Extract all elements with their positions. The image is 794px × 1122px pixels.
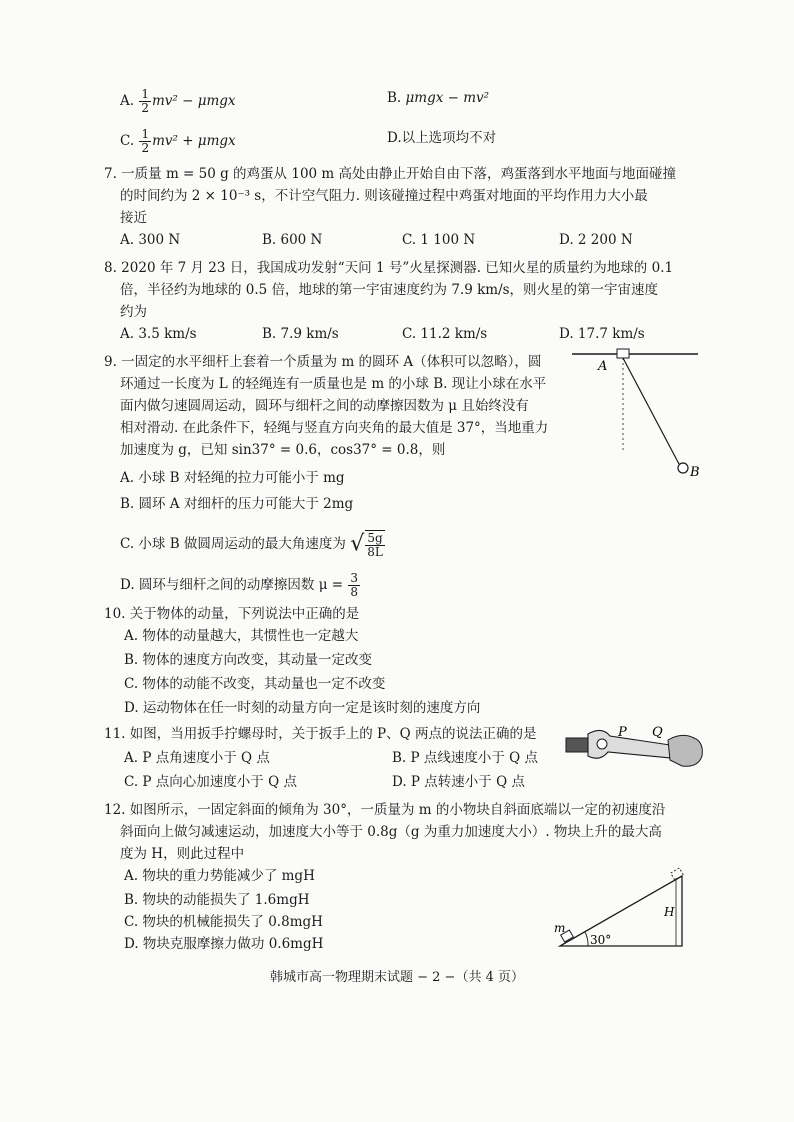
q9-option-a: A. 小球 B 对轻绳的拉力可能小于 mg <box>120 470 345 486</box>
q8-line-1: 8. 2020 年 7 月 23 日，我国成功发射“天问 1 号”火星探测器. 已知火星的质量约为地球的 0.1 <box>104 260 674 276</box>
q9-option-d <box>120 572 361 599</box>
q8-option-b: B. 7.9 km/s <box>262 326 339 342</box>
wrench-jaw <box>597 739 607 749</box>
q12-option-d: D. 物块克服摩擦力做功 0.6mgH <box>124 936 324 952</box>
q9-option-b: B. 圆环 A 对细杆的压力可能大于 2mg <box>120 496 354 512</box>
label-q: Q <box>652 725 663 740</box>
angle-arc <box>585 932 588 946</box>
q8-option-c: C. 11.2 km/s <box>402 326 488 342</box>
expression: mv² − μmgx <box>151 93 236 109</box>
q11-option-a: A. P 点角速度小于 Q 点 <box>124 750 270 766</box>
q8-option-a: A. 3.5 km/s <box>120 326 197 342</box>
q10-stem: 10. 关于物体的动量，下列说法中正确的是 <box>104 606 360 622</box>
hand-icon <box>668 735 702 766</box>
option-label: A. <box>120 93 135 109</box>
q7-line-3: 接近 <box>120 210 147 226</box>
q11-stem: 11. 如图，当用扳手拧螺母时，关于扳手上的 P、Q 两点的说法正确的是 <box>104 726 537 742</box>
q11-figure <box>562 722 712 784</box>
q9-option-c <box>120 530 386 559</box>
q8-option-d: D. 17.7 km/s <box>559 326 645 342</box>
option-label: B. <box>387 90 402 106</box>
q6-option-c <box>120 128 236 155</box>
fraction: $\frac{1}{2}$ <box>141 87 149 115</box>
ball-b <box>678 463 688 473</box>
q11-option-b: B. P 点线速度小于 Q 点 <box>392 750 539 766</box>
expression: mv² + μmgx <box>152 133 236 149</box>
q9-line-1: 9. 一固定的水平细杆上套着一个质量为 m 的圆环 A（体积可以忽略），圆 <box>104 354 542 370</box>
light-string <box>623 358 679 464</box>
q11-option-d: D. P 点转速小于 Q 点 <box>392 774 525 790</box>
ring-a <box>617 349 629 358</box>
q6-option-b <box>387 88 489 108</box>
q9-line-4: 相对滑动. 在此条件下，轻绳与竖直方向夹角的最大值是 37°，当地重力 <box>120 420 549 436</box>
q7-option-c: C. 1 100 N <box>402 232 476 248</box>
label-b: B <box>690 465 700 480</box>
q12-option-a: A. 物块的重力势能减少了 mgH <box>124 868 315 884</box>
label-m: m <box>554 921 566 935</box>
q7-option-d: D. 2 200 N <box>559 232 633 248</box>
q7-option-a: A. 300 N <box>120 232 181 248</box>
q9-line-3: 面内做匀速圆周运动，圆环与细杆之间的动摩擦因数为 μ 且始终没有 <box>120 398 529 414</box>
option-text: 以上选项均不对 <box>401 130 497 146</box>
q12-figure <box>548 862 708 950</box>
q7-line-1: 7. 一质量 m = 50 g 的鸡蛋从 100 m 高处由静止开始自由下落，鸡蛋落到水平地面与地面碰撞 <box>104 166 677 182</box>
q7-line-2: 的时间约为 2 × 10⁻³ s，不计空气阻力. 则该碰撞过程中鸡蛋对地面的平均作用力大小最 <box>120 188 648 204</box>
q12-line-2: 斜面向上做匀减速运动，加速度大小等于 0.8g（g 为重力加速度大小）. 物块上升的最大高 <box>120 824 662 840</box>
q10-option-c: C. 物体的动能不改变，其动量也一定不改变 <box>124 676 386 692</box>
q11-option-c: C. P 点向心加速度小于 Q 点 <box>124 774 297 790</box>
q9-figure <box>570 340 710 490</box>
page-footer: 韩城市高一物理期末试题 − 2 −（共 4 页） <box>270 970 524 985</box>
fraction: $\frac{3}{8}$ <box>350 571 359 599</box>
q12-line-1: 12. 如图所示，一固定斜面的倾角为 30°，一质量为 m 的小物块自斜面底端以一定的初速度沿 <box>104 802 666 818</box>
sqrt-expression: √ $\frac{5g}{8L}$ <box>350 531 383 559</box>
q10-option-d: D. 运动物体在任一时刻的动量方向一定是该时刻的速度方向 <box>124 700 481 716</box>
q8-line-3: 约为 <box>120 304 147 320</box>
label-angle: 30° <box>590 933 612 947</box>
q10-option-b: B. 物体的速度方向改变，其动量一定改变 <box>124 652 373 668</box>
option-text: D. 圆环与细杆之间的动摩擦因数 μ = <box>120 577 344 593</box>
option-label: D. <box>387 130 402 146</box>
q12-line-3: 度为 H，则此过程中 <box>120 846 245 862</box>
label-a: A <box>598 359 608 374</box>
q9-line-5: 加速度为 g，已知 sin37° = 0.6，cos37° = 0.8，则 <box>120 442 446 458</box>
option-label: C. <box>120 133 135 149</box>
q6-option-d <box>387 128 496 148</box>
label-h: H <box>664 905 675 919</box>
label-p: P <box>618 725 627 740</box>
q8-line-2: 倍，半径约为地球的 0.5 倍，地球的第一宇宙速度约为 7.9 km/s，则火星的第一宇宙速度 <box>120 282 659 298</box>
expression: μmgx − mv² <box>405 90 490 106</box>
option-text: C. 小球 B 做圆周运动的最大角速度为 <box>120 536 346 552</box>
q7-option-b: B. 600 N <box>262 232 323 248</box>
fraction: $\frac{1}{2}$ <box>141 127 150 155</box>
q12-option-b: B. 物块的动能损失了 1.6mgH <box>124 892 310 908</box>
q12-option-c: C. 物块的机械能损失了 0.8mgH <box>124 914 323 930</box>
q6-option-a <box>120 88 236 115</box>
q10-option-a: A. 物体的动量越大，其惯性也一定越大 <box>124 628 359 644</box>
q9-line-2: 环通过一长度为 L 的轻绳连有一质量也是 m 的小球 B. 现让小球在水平 <box>120 376 547 392</box>
